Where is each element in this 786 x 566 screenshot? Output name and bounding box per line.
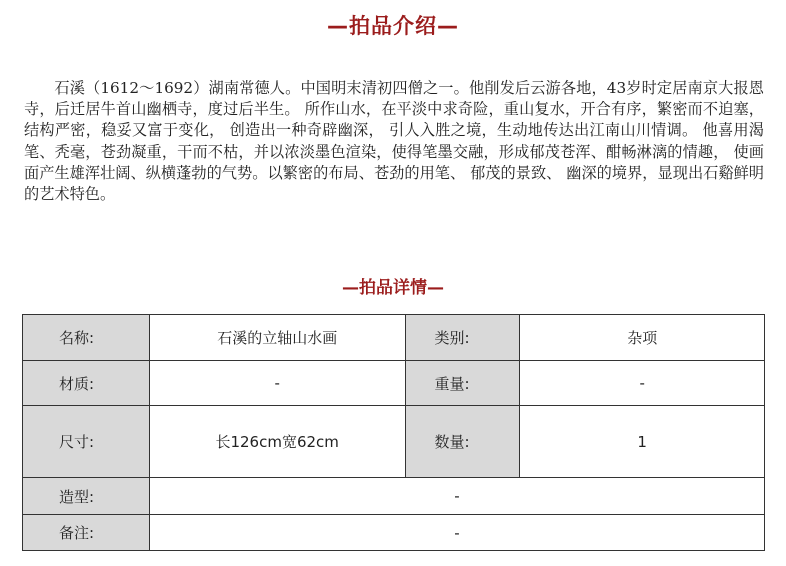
detail-table bbox=[22, 314, 765, 551]
weight-value: - bbox=[520, 361, 765, 406]
table-row bbox=[23, 315, 765, 361]
intro-paragraph: 石溪（1612～1692）湖南常德人。中国明末清初四僧之一。他削发后云游各地，43岁时定居南京大报恩寺，后迁居牛首山幽栖寺，度过后半生。 所作山水，在平淡中求奇险，重山复水，开合有序，繁密而不迫塞，结构严密，稳妥又富于变化， 创造出一种奇辟幽深， 引人入胜之境，生动地传达出江南山川情调。 他喜用渴笔、秃毫，苍劲凝重，干而不枯，并以浓淡墨色渲染，使得笔墨交融，形成郁茂苍浑、酣畅淋漓的情趣， 使画面产生雄浑壮阔、纵横蓬勃的气势。以繁密的布局、苍劲的用笔、 郁茂的景致、 幽深的境界，显现出石谿鲜明的艺术特色。 bbox=[24, 79, 764, 204]
table-row bbox=[23, 515, 765, 551]
material-value: - bbox=[149, 361, 405, 406]
size-label: 尺寸: bbox=[23, 406, 150, 478]
quantity-label: 数量: bbox=[405, 406, 520, 478]
weight-label: 重量: bbox=[405, 361, 520, 406]
remark-label: 备注: bbox=[23, 515, 150, 551]
name-value: 石溪的立轴山水画 bbox=[149, 315, 405, 361]
table-row bbox=[23, 406, 765, 478]
intro-section-title: —拍品介绍— bbox=[327, 14, 459, 38]
shape-value: - bbox=[149, 478, 764, 515]
table-row bbox=[23, 361, 765, 406]
category-value: 杂项 bbox=[520, 315, 765, 361]
shape-label: 造型: bbox=[23, 478, 150, 515]
remark-value: - bbox=[149, 515, 764, 551]
detail-section-title: —拍品详情— bbox=[342, 278, 444, 298]
material-label: 材质: bbox=[23, 361, 150, 406]
name-label: 名称: bbox=[23, 315, 150, 361]
category-label: 类别: bbox=[405, 315, 520, 361]
size-value: 长126cm宽62cm bbox=[149, 406, 405, 478]
quantity-value: 1 bbox=[520, 406, 765, 478]
table-row bbox=[23, 478, 765, 515]
